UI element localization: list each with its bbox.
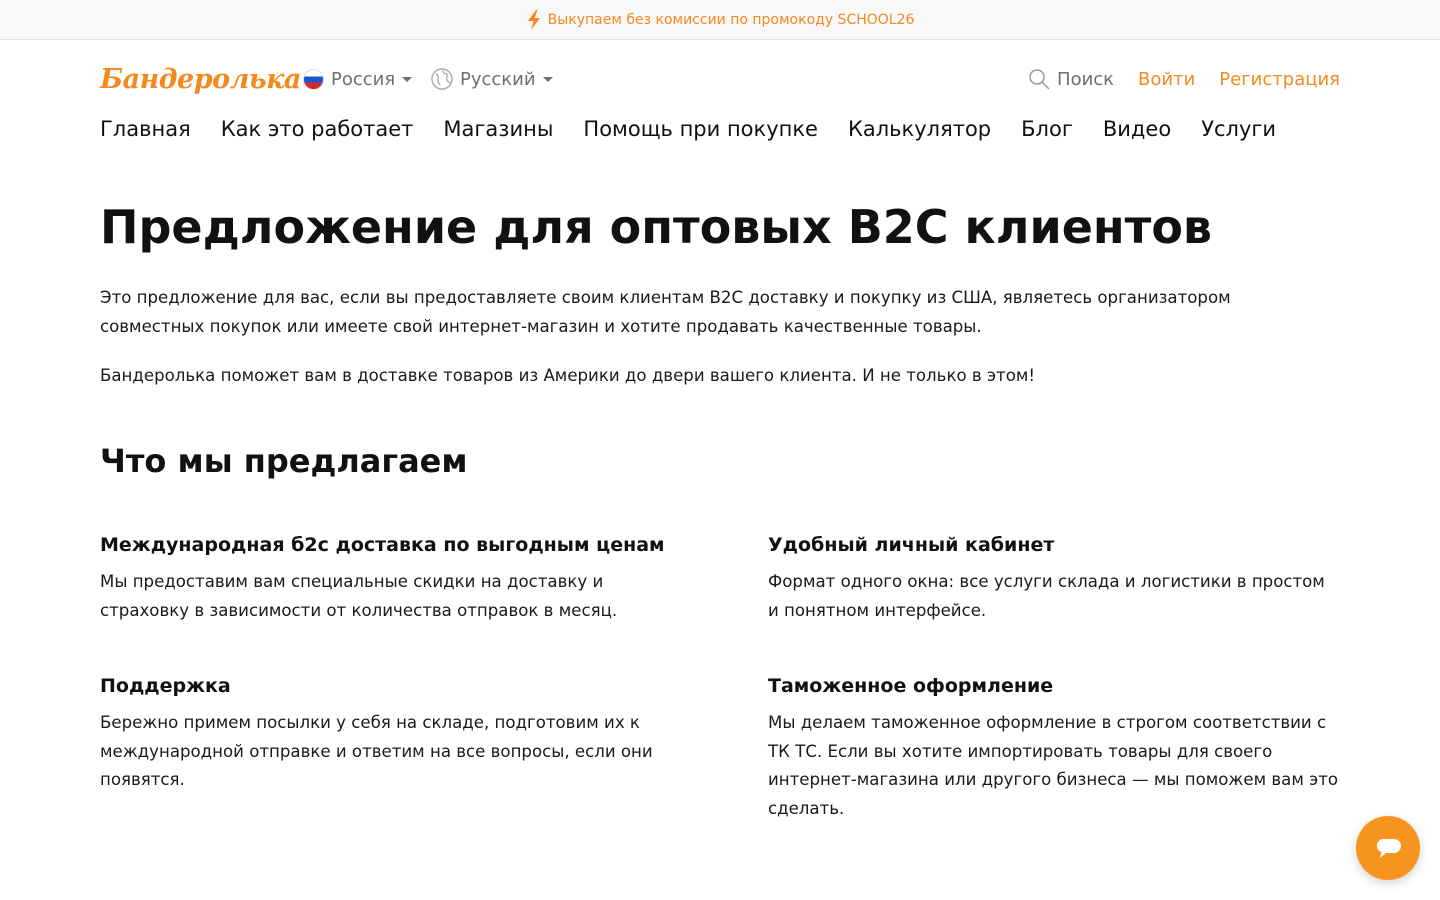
nav-item-how-it-works[interactable]: Как это работает — [220, 117, 414, 141]
logo[interactable]: Бандеролька — [100, 63, 301, 95]
russia-flag-icon — [303, 69, 324, 90]
chat-button[interactable] — [1356, 816, 1420, 880]
feature-title: Поддержка — [100, 675, 231, 697]
feature-support — [100, 672, 660, 795]
main-nav — [100, 110, 1276, 148]
nav-item-stores[interactable]: Магазины — [443, 117, 554, 141]
promo-banner — [0, 0, 1440, 40]
feature-title: Таможенное оформление — [768, 675, 1054, 697]
chevron-down-icon — [543, 77, 553, 82]
feature-personal-account — [768, 531, 1340, 625]
nav-item-services[interactable]: Услуги — [1201, 117, 1277, 141]
search-icon — [1028, 68, 1050, 90]
feature-text: Бережно примем посылки у себя на складе, подготовим их к международной отправке и ответим на все вопросы, если они появятся. — [100, 713, 653, 790]
page-title: Предложение для оптовых B2C клиентов — [100, 200, 1213, 254]
header — [100, 58, 1340, 100]
search-label: Поиск — [1057, 68, 1115, 90]
lightning-icon — [526, 10, 542, 30]
chevron-down-icon — [402, 77, 412, 82]
feature-text: Мы предоставим вам специальные скидки на доставку и страховку в зависимости от количества отправок в месяц. — [100, 572, 618, 620]
feature-title: Удобный личный кабинет — [768, 534, 1055, 556]
search-button[interactable] — [1028, 68, 1114, 90]
nav-item-video[interactable]: Видео — [1102, 117, 1172, 141]
feature-text: Мы делаем таможенное оформление в строгом соответствии с ТК ТС. Если вы хотите импортировать товары для своего интернет-магазина или другого бизнеса — мы поможем вам это сделать. — [768, 713, 1339, 818]
feature-international-delivery — [100, 531, 672, 625]
nav-item-home[interactable]: Главная — [100, 117, 191, 141]
nav-item-blog[interactable]: Блог — [1021, 117, 1073, 141]
feature-customs-clearance — [768, 672, 1344, 823]
language-selector[interactable] — [431, 68, 553, 90]
globe-icon — [431, 68, 453, 90]
intro-paragraph-2: Бандеролька поможет вам в доставке товаров из Америки до двери вашего клиента. И не только в этом! — [100, 366, 1036, 385]
nav-item-purchase-help[interactable]: Помощь при покупке — [583, 117, 818, 141]
feature-text: Формат одного окна: все услуги склада и логистики в простом и понятном интерфейсе. — [768, 572, 1325, 620]
section-title: Что мы предлагаем — [100, 442, 468, 480]
nav-item-calculator[interactable]: Калькулятор — [847, 117, 992, 141]
feature-title: Международная б2с доставка по выгодным ценам — [100, 534, 665, 556]
country-label: Россия — [331, 68, 396, 90]
login-link[interactable]: Войти — [1138, 68, 1196, 90]
chat-bubble-icon — [1374, 834, 1402, 862]
register-link[interactable]: Регистрация — [1219, 68, 1340, 90]
country-selector[interactable] — [303, 69, 412, 90]
language-label: Русский — [460, 68, 536, 90]
promo-text: Выкупаем без комиссии по промокоду SCHOOL26 — [547, 11, 915, 28]
header-actions — [1028, 68, 1340, 90]
intro-paragraph: Это предложение для вас, если вы предоставляете своим клиентам B2C доставку и покупку из США, являетесь организатором совместных покупок или имеете свой интернет-магазин и хотите продавать качественные товары. — [100, 288, 1231, 336]
promo-link[interactable] — [526, 10, 915, 30]
